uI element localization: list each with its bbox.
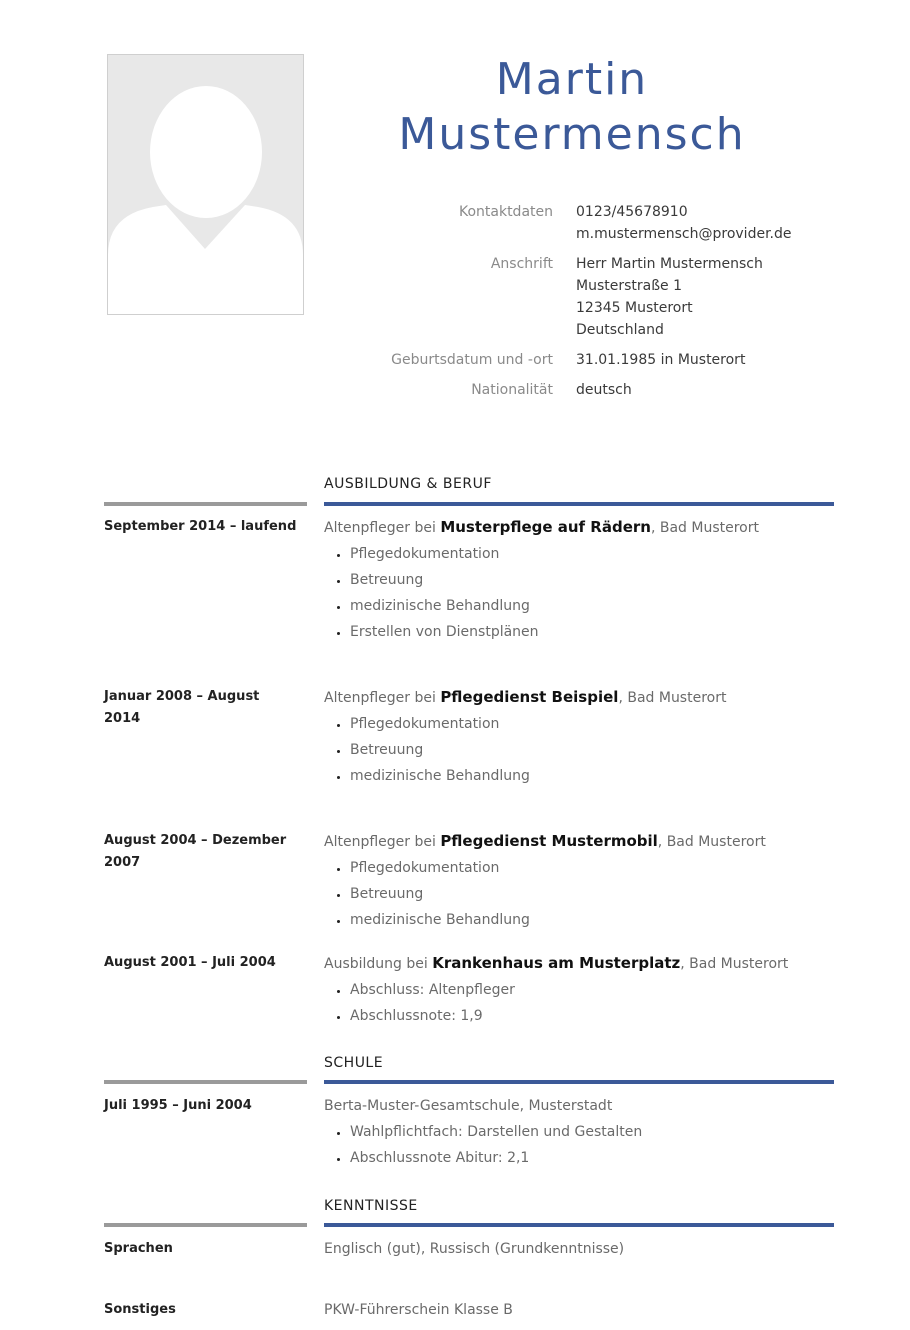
nationality-label: Nationalität	[471, 382, 553, 398]
school-date: Juli 1995 – Juni 2004	[104, 1098, 252, 1113]
section-divider-grey	[104, 1223, 307, 1227]
career-employer: Pflegedienst Beispiel	[440, 688, 619, 706]
email-address: m.mustermensch@provider.de	[576, 226, 792, 242]
address-line: Herr Martin Mustermensch	[576, 256, 763, 272]
career-role: Altenpfleger bei	[324, 690, 441, 706]
list-item: • Pflegedokumentation	[350, 543, 844, 565]
list-item: • Abschlussnote Abitur: 2,1	[350, 1147, 844, 1169]
career-heading	[324, 516, 844, 539]
list-item: • Betreuung	[350, 739, 844, 761]
school-heading: Berta-Muster-Gesamtschule, Musterstadt	[324, 1098, 613, 1114]
list-item: • Wahlpflichtfach: Darstellen und Gestalten	[350, 1121, 844, 1143]
career-role: Ausbildung bei	[324, 956, 433, 972]
school-details	[324, 1121, 844, 1169]
career-role: Altenpfleger bei	[324, 834, 441, 850]
list-item: • Pflegedokumentation	[350, 857, 844, 879]
career-tasks	[324, 543, 844, 643]
career-entry	[324, 952, 844, 1031]
section-divider-blue	[324, 1223, 834, 1227]
career-date: August 2001 – Juli 2004	[104, 955, 276, 970]
skill-value-other: PKW-Führerschein Klasse B	[324, 1302, 513, 1318]
skill-label-other: Sonstiges	[104, 1302, 176, 1317]
career-location: , Bad Musterort	[650, 520, 759, 536]
address-value	[576, 253, 763, 341]
career-date: August 2004 – Dezember 2007	[104, 833, 287, 870]
section-divider-grey	[104, 502, 307, 506]
career-tasks	[324, 713, 844, 787]
career-entry	[324, 686, 844, 791]
phone-number: 0123/45678910	[576, 204, 688, 220]
section-title-skills: KENNTNISSE	[324, 1198, 418, 1214]
career-tasks	[324, 857, 844, 931]
school-entry	[324, 1095, 844, 1173]
address-line: 12345 Musterort	[576, 300, 693, 316]
section-divider-blue	[324, 502, 834, 506]
list-item: • Abschluss: Altenpfleger	[350, 979, 844, 1001]
career-heading	[324, 952, 844, 975]
list-item: • Pflegedokumentation	[350, 713, 844, 735]
list-item: • medizinische Behandlung	[350, 595, 844, 617]
address-line: Musterstraße 1	[576, 278, 683, 294]
list-item: • Abschlussnote: 1,9	[350, 1005, 844, 1027]
section-divider-grey	[104, 1080, 307, 1084]
contact-value	[576, 201, 792, 245]
career-location: , Bad Musterort	[657, 834, 766, 850]
career-employer: Pflegedienst Mustermobil	[440, 832, 658, 850]
career-employer: Musterpflege auf Rädern	[440, 518, 651, 536]
section-title-career: AUSBILDUNG & BERUF	[324, 476, 492, 492]
list-item: • medizinische Behandlung	[350, 909, 844, 931]
career-tasks	[324, 979, 844, 1027]
section-divider-blue	[324, 1080, 834, 1084]
nationality-value: deutsch	[576, 382, 632, 398]
career-heading	[324, 686, 844, 709]
address-label: Anschrift	[490, 256, 553, 272]
career-location: , Bad Musterort	[618, 690, 727, 706]
career-entry	[324, 516, 844, 647]
career-role: Altenpfleger bei	[324, 520, 441, 536]
career-entry	[324, 830, 844, 935]
list-item: • Betreuung	[350, 883, 844, 905]
birth-label: Geburtsdatum und -ort	[391, 352, 553, 368]
career-employer: Krankenhaus am Musterplatz	[432, 954, 681, 972]
career-date: September 2014 – laufend	[104, 519, 297, 534]
avatar-silhouette-icon	[108, 55, 303, 314]
list-item: • Betreuung	[350, 569, 844, 591]
career-date: Januar 2008 – August 2014	[104, 689, 260, 726]
career-heading	[324, 830, 844, 853]
career-location: , Bad Musterort	[680, 956, 789, 972]
skill-label-languages: Sprachen	[104, 1241, 173, 1256]
birth-value: 31.01.1985 in Musterort	[576, 352, 746, 368]
list-item: • medizinische Behandlung	[350, 765, 844, 787]
skill-value-languages: Englisch (gut), Russisch (Grundkenntnisse)	[324, 1241, 625, 1257]
first-name: Martin	[495, 54, 649, 105]
list-item: • Erstellen von Dienstplänen	[350, 621, 844, 643]
address-line: Deutschland	[576, 322, 664, 338]
profile-photo-placeholder	[107, 54, 304, 315]
contact-label: Kontaktdaten	[458, 204, 553, 220]
section-title-school: SCHULE	[324, 1055, 384, 1071]
last-name: Mustermensch	[398, 109, 746, 160]
candidate-name	[324, 52, 820, 162]
